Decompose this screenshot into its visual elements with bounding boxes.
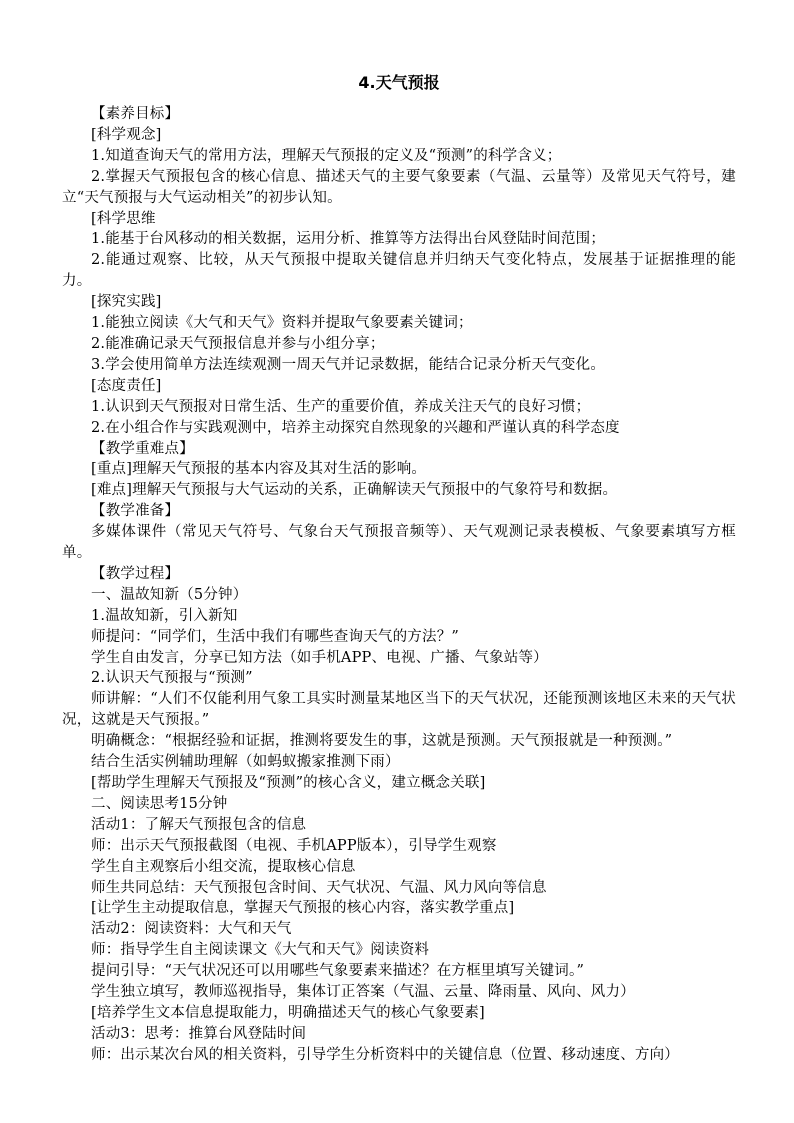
paragraph: [重点]理解天气预报的基本内容及其对生活的影响。	[91, 461, 427, 478]
paragraph: 2.掌握天气预报包含的核心信息、描述天气的主要气象要素（气温、云量等）及常见天气符号，建立“天气预报与大气运动相关”的初步认知。	[62, 168, 736, 206]
heading-preparation: 【教学准备】	[91, 503, 180, 520]
paragraph: [培养学生文本信息提取能力，明确描述天气的核心气象要素]	[91, 1004, 485, 1021]
paragraph: 活动2：阅读资料：大气和天气	[91, 921, 292, 938]
paragraph: 1.能基于台风移动的相关数据，运用分析、推算等方法得出台风登陆时间范围；	[91, 231, 606, 248]
paragraph: [让学生主动提取信息，掌握天气预报的核心内容，落实教学重点]	[91, 900, 515, 917]
paragraph: 明确概念：“根据经验和证据，推测将要发生的事，这就是预测。天气预报就是一种预测。”	[91, 733, 673, 750]
heading-key-points: 【教学重难点】	[91, 440, 194, 457]
paragraph: [帮助学生理解天气预报及“预测”的核心含义，建立概念关联]	[91, 775, 486, 791]
document-body	[62, 104, 736, 1066]
paragraph: 师：出示天气预报截图（电视、手机APP版本），引导学生观察	[91, 837, 497, 854]
paragraph: 1.认识到天气预报对日常生活、生产的重要价值，养成关注天气的良好习惯；	[91, 398, 591, 415]
paragraph: 学生自由发言，分享已知方法（如手机APP、电视、广播、气象站等）	[91, 649, 548, 666]
subheading-science-thinking: [科学思维	[91, 210, 156, 227]
paragraph: 师：出示某次台风的相关资料，引导学生分析资料中的关键信息（位置、移动速度、方向）	[91, 1046, 679, 1063]
heading-process: 【教学过程】	[91, 565, 180, 582]
paragraph: 学生自主观察后小组交流，提取核心信息	[91, 858, 356, 875]
section-heading: 一、温故知新（5分钟）	[91, 586, 248, 603]
heading-goals: 【素养目标】	[91, 106, 180, 122]
paragraph: 师讲解：“人们不仅能利用气象工具实时测量某地区当下的天气状况，还能预测该地区未来的天气状况，这就是天气预报。”	[62, 691, 736, 729]
paragraph: 师：指导学生自主阅读课文《大气和天气》阅读资料	[91, 942, 430, 959]
paragraph: 2.能准确记录天气预报信息并参与小组分享；	[91, 335, 385, 352]
paragraph: 2.在小组合作与实践观测中，培养主动探究自然现象的兴趣和严谨认真的科学态度	[91, 419, 620, 436]
paragraph: 2.认识天气预报与“预测”	[91, 670, 253, 687]
subheading-science-concept: [科学观念]	[91, 126, 162, 143]
paragraph: 结合生活实例辅助理解（如蚂蚁搬家推测下雨）	[91, 754, 400, 771]
paragraph: 1.温故知新，引入新知	[91, 607, 238, 624]
paragraph: 学生独立填写，教师巡视指导，集体订正答案（气温、云量、降雨量、风向、风力）	[91, 984, 635, 1001]
subheading-inquiry-practice: [探究实践]	[91, 294, 162, 311]
paragraph: 活动3：思考：推算台风登陆时间	[91, 1025, 307, 1042]
paragraph: 1.知道查询天气的常用方法，理解天气预报的定义及“预测”的科学含义；	[91, 147, 562, 164]
paragraph: 多媒体课件（常见天气符号、气象台天气预报音频等）、天气观测记录表模板、气象要素填写方框单。	[62, 524, 736, 562]
paragraph: 1.能独立阅读《大气和天气》资料并提取气象要素关键词；	[91, 315, 473, 332]
subheading-attitude: [态度责任]	[91, 377, 162, 394]
paragraph: 活动1：了解天气预报包含的信息	[91, 816, 307, 833]
paragraph: 提问引导：“天气状况还可以用哪些气象要素来描述？在方框里填写关键词。”	[91, 963, 585, 980]
paragraph: 师提问：“同学们，生活中我们有哪些查询天气的方法？”	[91, 628, 460, 645]
section-heading: 二、阅读思考15分钟	[91, 795, 228, 812]
paragraph: 2.能通过观察、比较，从天气预报中提取关键信息并归纳天气变化特点，发展基于证据推理的能力。	[62, 252, 736, 290]
paragraph: 师生共同总结：天气预报包含时间、天气状况、气温、风力风向等信息	[91, 879, 547, 896]
paragraph: 3.学会使用简单方法连续观测一周天气并记录数据，能结合记录分析天气变化。	[91, 356, 606, 373]
paragraph: [难点]理解天气预报与大气运动的关系，正确解读天气预报中的气象符号和数据。	[91, 482, 618, 499]
document-title: 4.天气预报	[358, 73, 440, 92]
